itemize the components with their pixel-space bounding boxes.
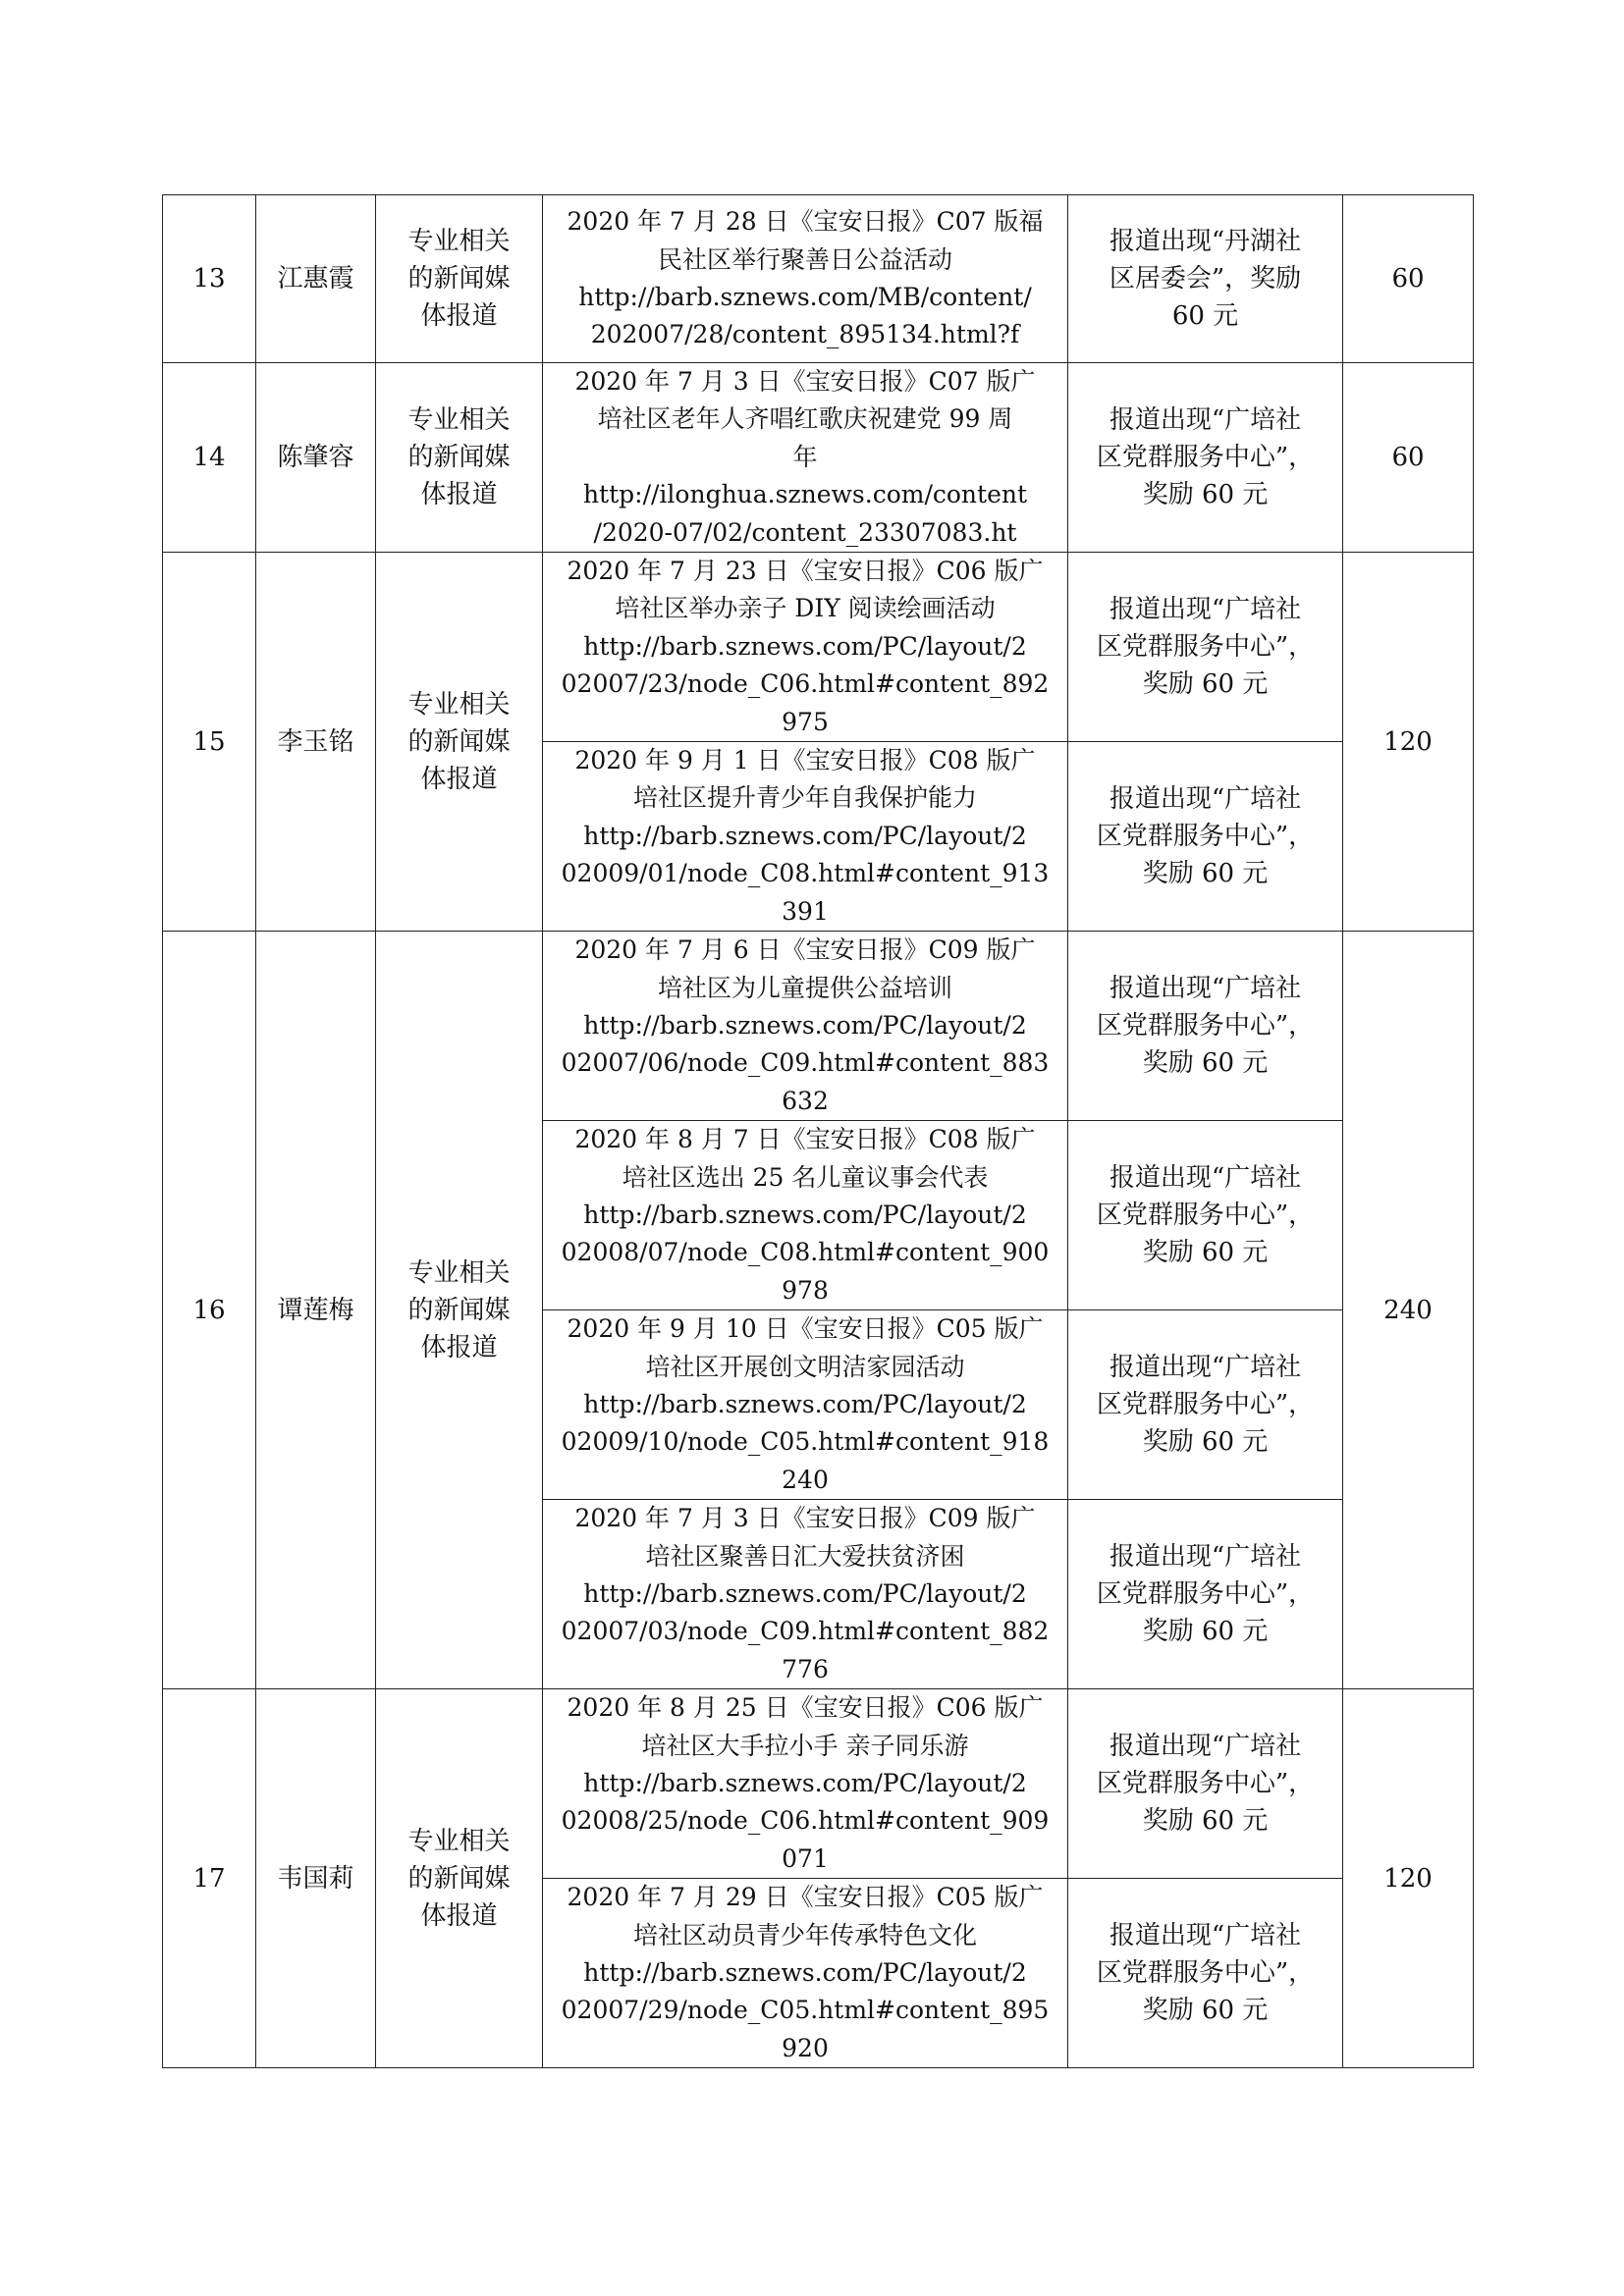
text-line: 报道出现“广培社	[1109, 974, 1302, 1004]
text-line: http://barb.sznews.com/PC/layout/2	[583, 1010, 1027, 1040]
text-line: 02009/01/node_C08.html#content_913	[561, 859, 1050, 888]
reward-note	[1068, 1879, 1343, 2068]
table-row	[163, 1689, 1474, 1879]
report-entry	[543, 363, 1068, 553]
person-name: 陈肇容	[256, 363, 376, 553]
text-line: 奖励 60 元	[1142, 669, 1269, 700]
text-line: 报道出现“丹湖社	[1109, 227, 1302, 256]
text-line: 240	[782, 1465, 829, 1494]
row-number: 13	[163, 195, 256, 363]
report-entry	[543, 1879, 1068, 2068]
text-line: 02007/03/node_C09.html#content_882	[561, 1617, 1050, 1646]
text-line: 培社区聚善日汇大爱扶贫济困	[645, 1541, 965, 1571]
text-line: 2020 年 7 月 28 日《宝安日报》C07 版福	[567, 207, 1044, 237]
report-entry	[543, 195, 1068, 363]
text-line: 920	[782, 2033, 829, 2062]
text-line: 奖励 60 元	[1142, 1238, 1269, 1268]
text-line: 2020 年 7 月 3 日《宝安日报》C09 版广	[574, 1504, 1036, 1533]
text-line: 奖励 60 元	[1142, 1617, 1269, 1647]
text-line: http://barb.sznews.com/PC/layout/2	[583, 1200, 1027, 1229]
text-line: 区党群服务中心”，	[1096, 1390, 1315, 1420]
person-name: 谭莲梅	[256, 932, 376, 1689]
reward-note	[1068, 195, 1343, 363]
text-line: 2020 年 7 月 6 日《宝安日报》C09 版广	[574, 935, 1036, 965]
text-line: 报道出现“广培社	[1109, 1353, 1302, 1383]
text-line: 区党群服务中心”，	[1096, 1958, 1315, 1989]
person-name: 韦国莉	[256, 1689, 376, 2068]
reward-table-body	[163, 195, 1474, 2068]
text-line: 培社区举办亲子 DIY 阅读绘画活动	[615, 594, 996, 623]
text-line: 632	[782, 1086, 829, 1115]
text-line: 培社区为儿童提供公益培训	[657, 973, 952, 1002]
text-line: 776	[782, 1654, 829, 1683]
reward-total: 60	[1343, 195, 1474, 363]
text-line: 报道出现“广培社	[1109, 1732, 1302, 1762]
report-entry	[543, 1310, 1068, 1500]
text-line: 培社区老年人齐唱红歌庆祝建党 99 周	[597, 404, 1013, 434]
text-line: 报道出现“广培社	[1109, 1163, 1302, 1194]
text-line: 区党群服务中心”，	[1096, 1011, 1315, 1041]
row-number: 14	[163, 363, 256, 553]
category-cell: 专业相关的新闻媒体报道	[376, 195, 543, 363]
text-line: 奖励 60 元	[1142, 1806, 1269, 1837]
text-line: http://barb.sznews.com/PC/layout/2	[583, 821, 1027, 850]
reward-note	[1068, 1500, 1343, 1689]
text-line: 报道出现“广培社	[1109, 1921, 1302, 1951]
text-line: http://barb.sznews.com/PC/layout/2	[583, 1389, 1027, 1418]
text-line: http://barb.sznews.com/PC/layout/2	[583, 631, 1027, 661]
report-entry	[543, 932, 1068, 1121]
text-line: 区居委会”，奖励	[1109, 264, 1302, 294]
text-line: 02008/07/node_C08.html#content_900	[561, 1238, 1050, 1267]
text-line: 报道出现“广培社	[1109, 784, 1302, 815]
person-name: 江惠霞	[256, 195, 376, 363]
text-line: 391	[782, 896, 829, 926]
table-row	[163, 195, 1474, 363]
text-line: 2020 年 9 月 1 日《宝安日报》C08 版广	[574, 746, 1036, 775]
reward-total: 120	[1343, 553, 1474, 932]
text-line: 区党群服务中心”，	[1096, 1201, 1315, 1231]
text-line: 培社区提升青少年自我保护能力	[632, 783, 977, 813]
reward-note	[1068, 742, 1343, 932]
text-line: http://barb.sznews.com/MB/content/	[578, 283, 1032, 311]
text-line: 02007/23/node_C06.html#content_892	[561, 669, 1050, 699]
text-line: 奖励 60 元	[1142, 1996, 1269, 2026]
table-row	[163, 553, 1474, 742]
text-line: 培社区选出 25 名儿童议事会代表	[622, 1162, 989, 1192]
reward-note	[1068, 553, 1343, 742]
category-cell: 专业相关的新闻媒体报道	[376, 1689, 543, 2068]
text-line: 2020 年 9 月 10 日《宝安日报》C05 版广	[567, 1314, 1044, 1344]
text-line: 奖励 60 元	[1142, 480, 1269, 510]
reward-note	[1068, 1689, 1343, 1879]
text-line: /2020-07/02/content_23307083.ht	[593, 517, 1017, 547]
text-line: http://barb.sznews.com/PC/layout/2	[583, 1958, 1027, 1988]
category-cell: 专业相关的新闻媒体报道	[376, 553, 543, 932]
text-line: 区党群服务中心”，	[1096, 443, 1315, 473]
reward-total: 60	[1343, 363, 1474, 553]
text-line: 02007/29/node_C05.html#content_895	[561, 1996, 1050, 2025]
text-line: 02009/10/node_C05.html#content_918	[561, 1427, 1050, 1457]
reward-note	[1068, 1310, 1343, 1500]
text-line: 60 元	[1171, 301, 1239, 331]
text-line: 071	[782, 1843, 829, 1873]
reward-note	[1068, 932, 1343, 1121]
report-entry	[543, 742, 1068, 932]
text-line: http://barb.sznews.com/PC/layout/2	[583, 1769, 1027, 1798]
text-line: 培社区大手拉小手 亲子同乐游	[641, 1731, 969, 1760]
text-line: 民社区举行聚善日公益活动	[657, 244, 952, 274]
table-row	[163, 932, 1474, 1121]
text-line: 2020 年 8 月 7 日《宝安日报》C08 版广	[574, 1125, 1036, 1154]
text-line: 奖励 60 元	[1142, 859, 1269, 889]
text-line: 2020 年 7 月 29 日《宝安日报》C05 版广	[567, 1883, 1044, 1912]
text-line: 年	[792, 442, 818, 471]
text-line: 奖励 60 元	[1142, 1427, 1269, 1458]
reward-table	[162, 194, 1474, 2068]
text-line: 978	[782, 1275, 829, 1305]
row-number: 15	[163, 553, 256, 932]
reward-total: 240	[1343, 932, 1474, 1689]
row-number: 16	[163, 932, 256, 1689]
text-line: 报道出现“广培社	[1109, 405, 1302, 436]
category-cell: 专业相关的新闻媒体报道	[376, 932, 543, 1689]
text-line: 培社区开展创文明洁家园活动	[645, 1352, 965, 1381]
table-row	[163, 363, 1474, 553]
reward-total: 120	[1343, 1689, 1474, 2068]
text-line: 2020 年 8 月 25 日《宝安日报》C06 版广	[567, 1693, 1044, 1723]
text-line: 培社区动员青少年传承特色文化	[632, 1920, 977, 1949]
reward-note	[1068, 363, 1343, 553]
text-line: 区党群服务中心”，	[1096, 1769, 1315, 1799]
text-line: 奖励 60 元	[1142, 1048, 1269, 1079]
report-entry	[543, 1500, 1068, 1689]
text-line: 报道出现“广培社	[1109, 1542, 1302, 1573]
text-line: 区党群服务中心”，	[1096, 1579, 1315, 1610]
text-line: http://ilonghua.sznews.com/content	[582, 480, 1028, 509]
text-line: 区党群服务中心”，	[1096, 632, 1315, 663]
report-entry	[543, 1689, 1068, 1879]
text-line: 202007/28/content_895134.html?f	[590, 320, 1020, 349]
category-cell: 专业相关的新闻媒体报道	[376, 363, 543, 553]
text-line: 报道出现“广培社	[1109, 595, 1302, 625]
text-line: 2020 年 7 月 23 日《宝安日报》C06 版广	[567, 557, 1044, 586]
person-name: 李玉铭	[256, 553, 376, 932]
text-line: 975	[782, 707, 829, 736]
text-line: 02008/25/node_C06.html#content_909	[561, 1806, 1050, 1836]
text-line: 2020 年 7 月 3 日《宝安日报》C07 版广	[574, 367, 1036, 396]
row-number: 17	[163, 1689, 256, 2068]
text-line: 02007/06/node_C09.html#content_883	[561, 1048, 1050, 1078]
report-entry	[543, 553, 1068, 742]
text-line: http://barb.sznews.com/PC/layout/2	[583, 1579, 1027, 1608]
report-entry	[543, 1121, 1068, 1310]
reward-note	[1068, 1121, 1343, 1310]
text-line: 区党群服务中心”，	[1096, 822, 1315, 852]
